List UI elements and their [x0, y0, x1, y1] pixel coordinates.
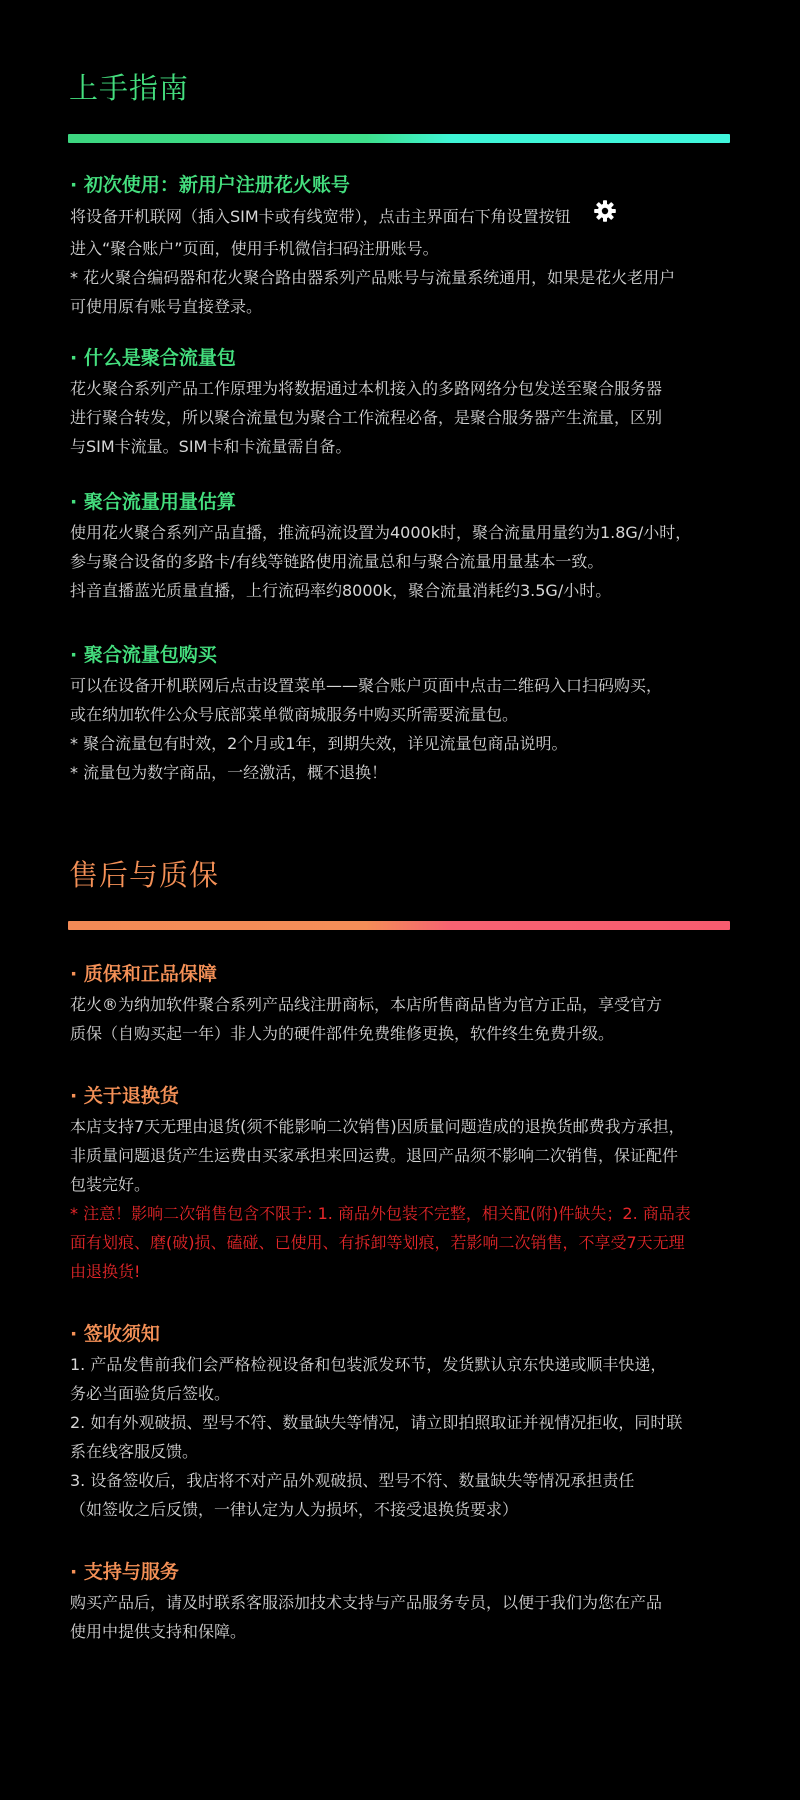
aftersale-block-returns [70, 1082, 760, 1286]
block-text-line: 使用花火聚合系列产品直播，推流码流设置为4000k时，聚合流量用量约为1.8G/小时， [70, 523, 692, 542]
block-heading: · 关于退换货 [70, 1085, 179, 1107]
block-text-line: 使用中提供支持和保障。 [70, 1622, 247, 1641]
block-text-line: 将设备开机联网（插入SIM卡或有线宽带），点击主界面右下角设置按钮 [70, 201, 760, 234]
block-heading: · 支持与服务 [70, 1561, 179, 1583]
block-text-line: 购买产品后，请及时联系客服添加技术支持与产品服务专员，以便于我们为您在产品 [70, 1593, 663, 1612]
block-text-line: 务必当面验货后签收。 [70, 1384, 231, 1403]
block-text-line: 可使用原有账号直接登录。 [70, 297, 263, 316]
block-heading: · 聚合流量包购买 [70, 644, 217, 666]
block-text-line: 花火聚合系列产品工作原理为将数据通过本机接入的多路网络分包发送至聚合服务器 [70, 379, 663, 398]
block-text-line: 1. 产品发售前我们会严格检视设备和包装派发环节，发货默认京东快递或顺丰快递， [70, 1355, 667, 1374]
gear-icon [593, 199, 617, 232]
guide-title-divider [68, 134, 730, 143]
block-text-line: 本店支持7天无理由退货(须不能影响二次销售)因质量问题造成的退换货邮费我方承担， [70, 1117, 685, 1136]
block-text-line: * 花火聚合编码器和花火聚合路由器系列产品账号与流量系统通用，如果是花火老用户 [70, 268, 676, 287]
block-text-line: 质保（自购买起一年）非人为的硬件部件免费维修更换，软件终生免费升级。 [70, 1024, 615, 1043]
block-text-line: 抖音直播蓝光质量直播，上行流码率约8000k，聚合流量消耗约3.5G/小时。 [70, 581, 612, 600]
aftersale-block-warranty [70, 960, 760, 1048]
guide-block-first-use [70, 171, 760, 321]
block-text-line: 非质量问题退货产生运费由买家承担来回运费。退回产品须不影响二次销售，保证配件 [70, 1146, 679, 1165]
block-heading: · 质保和正品保障 [70, 963, 217, 985]
block-text-line: * 流量包为数字商品，一经激活，概不退换！ [70, 763, 388, 782]
aftersale-block-receipt [70, 1320, 760, 1524]
block-text-line: 进行聚合转发，所以聚合流量包为聚合工作流程必备，是聚合服务器产生流量，区别 [70, 408, 663, 427]
guide-section-title: 上手指南 [69, 71, 190, 105]
block-text-line: 3. 设备签收后，我店将不对产品外观破损、型号不符、数量缺失等情况承担责任 [70, 1471, 635, 1490]
guide-block-usage-estimate [70, 488, 760, 605]
warning-text-line: 由退换货! [70, 1262, 141, 1281]
warning-text-line: * 注意！影响二次销售包含不限于: 1. 商品外包装不完整，相关配(附)件缺失；2. 商品表 [70, 1204, 691, 1223]
block-text-line: 花火®为纳加软件聚合系列产品线注册商标，本店所售商品皆为官方正品，享受官方 [70, 995, 663, 1014]
block-text-line: 或在纳加软件公众号底部菜单微商城服务中购买所需要流量包。 [70, 705, 519, 724]
block-text-line: 2. 如有外观破损、型号不符、数量缺失等情况，请立即拍照取证并视情况拒收，同时联 [70, 1413, 683, 1432]
warning-text-line: 面有划痕、磨(破)损、磕碰、已使用、有拆卸等划痕，若影响二次销售，不享受7天无理 [70, 1233, 685, 1252]
block-text-line: 进入“聚合账户”页面，使用手机微信扫码注册账号。 [70, 239, 439, 258]
block-heading: · 初次使用：新用户注册花火账号 [70, 174, 350, 196]
block-heading: · 聚合流量用量估算 [70, 491, 236, 513]
block-text-line: （如签收之后反馈，一律认定为人为损坏，不接受退换货要求） [70, 1500, 519, 1519]
block-text-line: 包装完好。 [70, 1175, 151, 1194]
block-text-line: 参与聚合设备的多路卡/有线等链路使用流量总和与聚合流量用量基本一致。 [70, 552, 604, 571]
block-text-line: 与SIM卡流量。SIM卡和卡流量需自备。 [70, 437, 352, 456]
aftersale-section-title: 售后与质保 [69, 858, 220, 892]
block-heading: · 签收须知 [70, 1323, 160, 1345]
guide-block-purchase [70, 641, 760, 787]
aftersale-title-divider [68, 921, 730, 930]
block-text-line: 系在线客服反馈。 [70, 1442, 199, 1461]
guide-block-what-is-package [70, 344, 760, 461]
block-heading: · 什么是聚合流量包 [70, 347, 236, 369]
block-text-line: * 聚合流量包有时效，2个月或1年，到期失效，详见流量包商品说明。 [70, 734, 568, 753]
block-text-line: 可以在设备开机联网后点击设置菜单——聚合账户页面中点击二维码入口扫码购买， [70, 676, 663, 695]
aftersale-block-support [70, 1558, 760, 1646]
